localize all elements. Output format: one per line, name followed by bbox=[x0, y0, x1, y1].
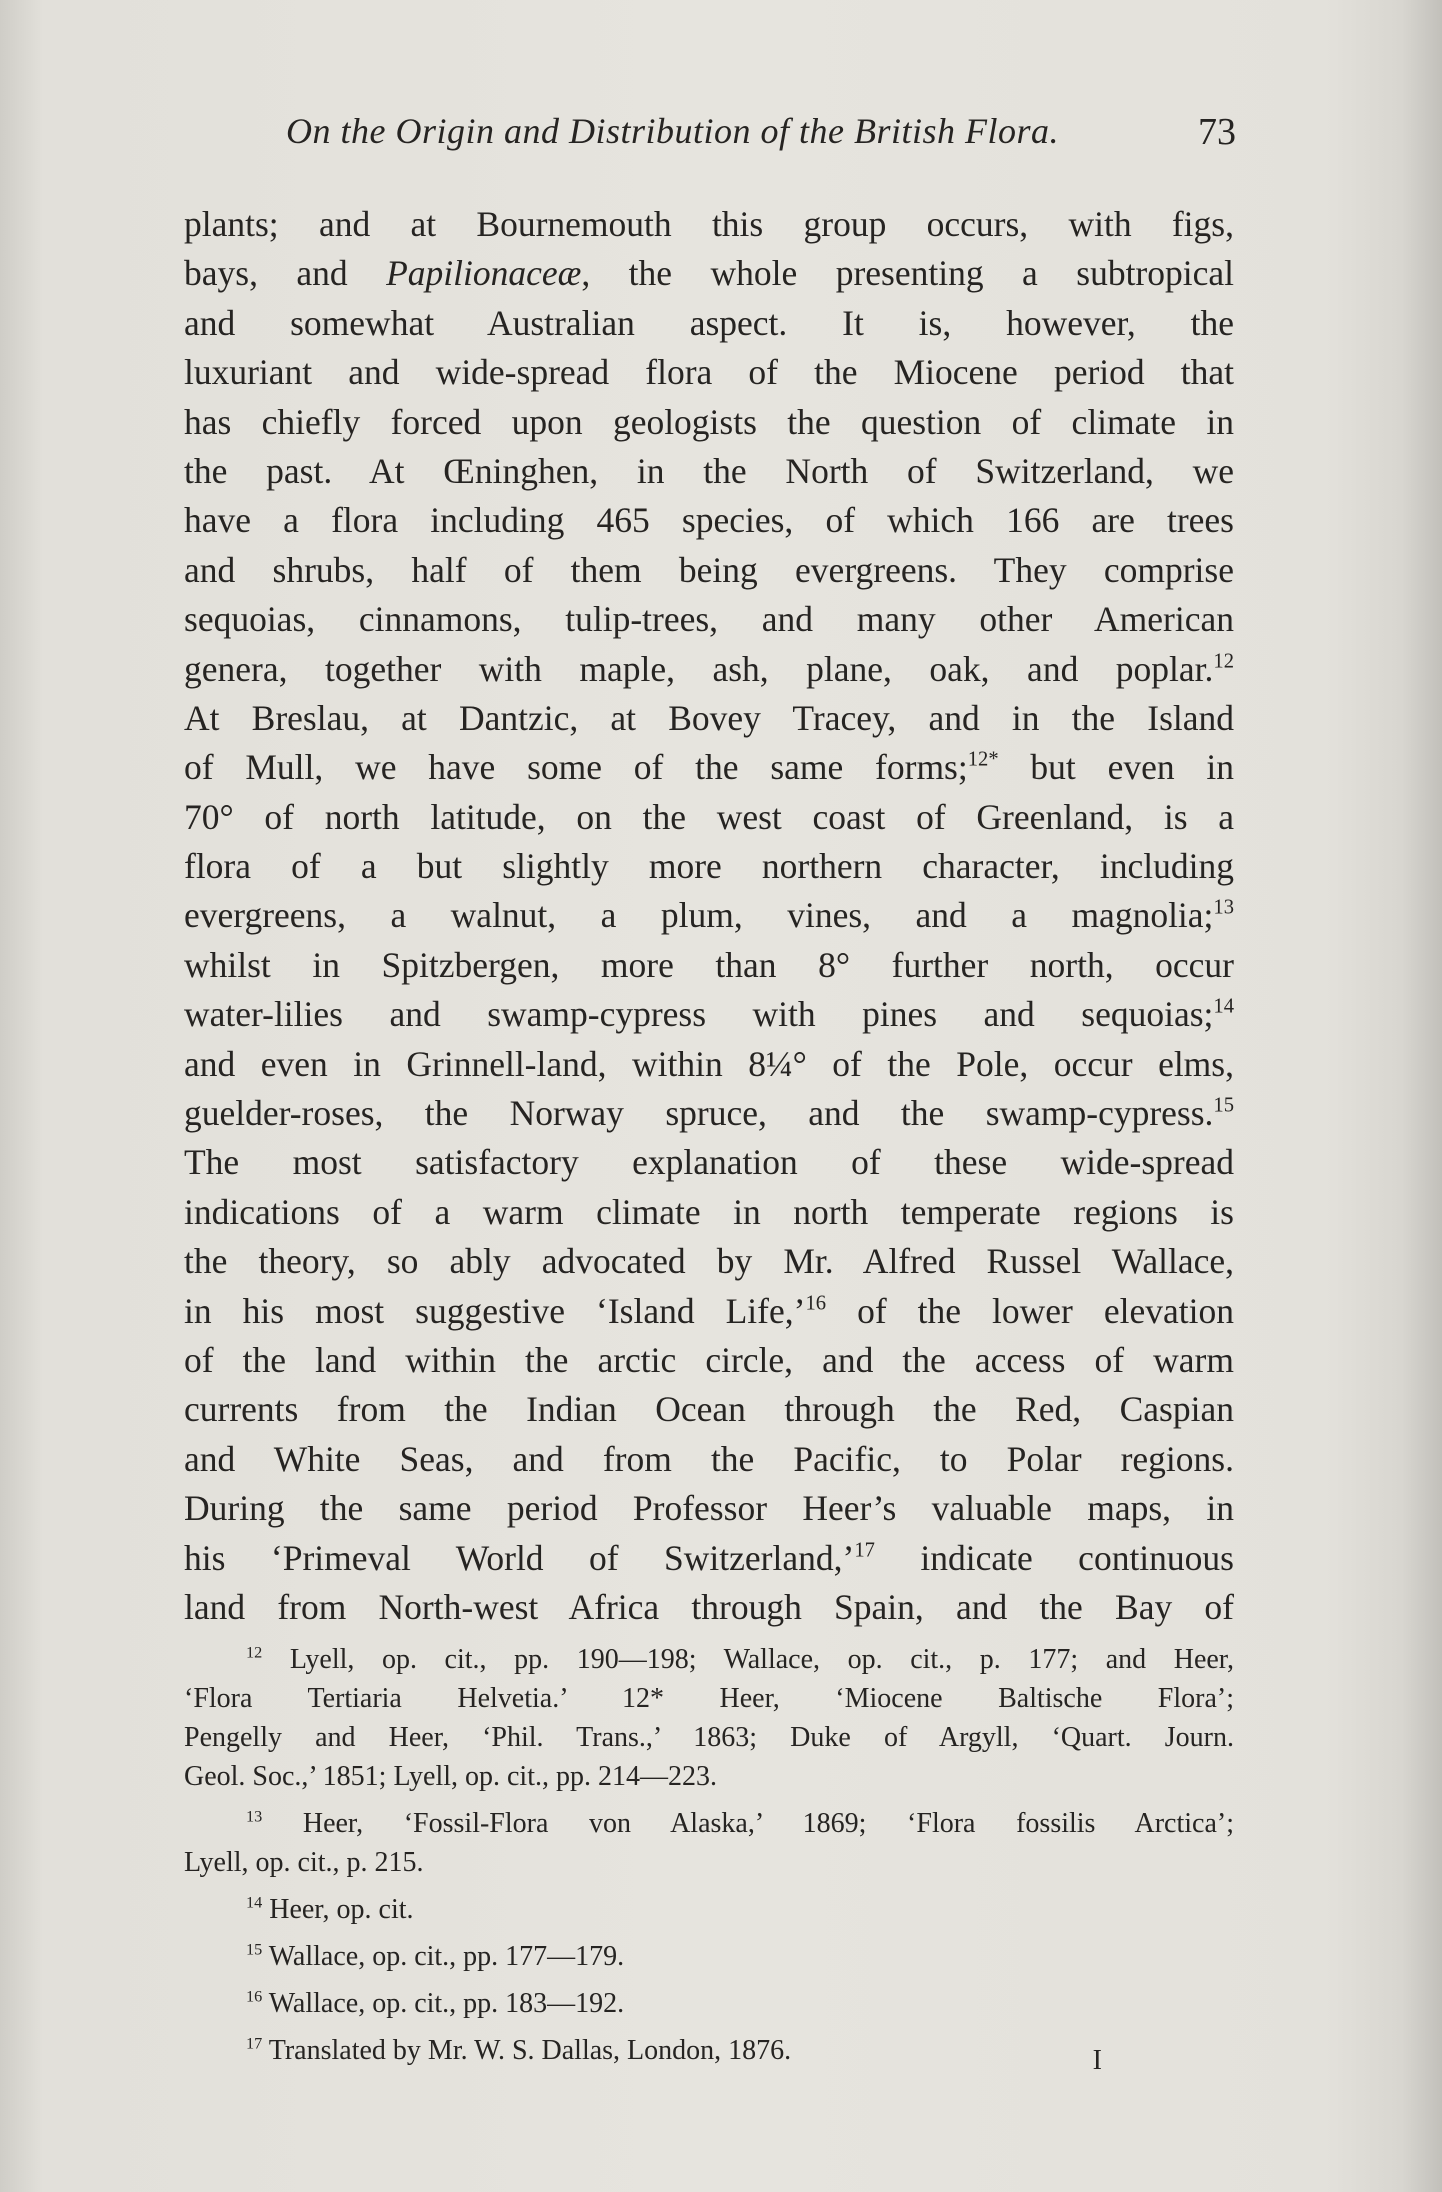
page-header bbox=[186, 110, 1236, 170]
footnote-line: Lyell, op. cit., p. 215. bbox=[184, 1847, 424, 1878]
body-line bbox=[184, 891, 1234, 940]
footnote-text: Wallace, op. cit., pp. 183—192. bbox=[268, 1988, 625, 2019]
body-line-text: of Mull, we have some of the same forms; bbox=[184, 747, 968, 788]
body-line: and somewhat Australian aspect. It is, however, the bbox=[184, 302, 1234, 343]
footnote-line: Geol. Soc.,’ 1851; Lyell, op. cit., pp. 214—223. bbox=[184, 1761, 717, 1792]
body-line-text: indicate continuous bbox=[920, 1537, 1234, 1578]
footnote-15 bbox=[184, 1937, 1234, 1976]
footnote-number: 12 bbox=[246, 1643, 263, 1662]
footnote-16 bbox=[184, 1984, 1234, 2023]
footnote-text: Lyell, op. cit., pp. 190—198; Wallace, op. cit., p. 177; and Heer, bbox=[289, 1644, 1235, 1675]
footnote-line: ‘Flora Tertiaria Helvetia.’ 12* Heer, ‘Miocene Baltische Flora’; bbox=[184, 1683, 1234, 1714]
body-line bbox=[184, 990, 1234, 1039]
body-line bbox=[184, 743, 1234, 792]
footnote-number: 17 bbox=[246, 2034, 263, 2053]
footnote-ref: 15 bbox=[1213, 1094, 1234, 1117]
footnote-14 bbox=[184, 1890, 1234, 1929]
body-line: bays, and Papilionaceæ, the whole presenting a subtropical bbox=[184, 253, 1234, 294]
body-line-text: guelder-roses, the Norway spruce, and the swamp-cypress. bbox=[184, 1093, 1214, 1134]
body-line-text: of the lower elevation bbox=[857, 1290, 1234, 1331]
body-line-text: but even in bbox=[1030, 747, 1234, 788]
body-line: The most satisfactory explanation of these wide-spread bbox=[184, 1142, 1234, 1183]
body-line: the past. At Œninghen, in the North of Switzerland, we bbox=[184, 450, 1234, 491]
body-line bbox=[184, 1534, 1234, 1583]
footnote-number: 13 bbox=[246, 1807, 263, 1826]
taxon-name: Papilionaceæ bbox=[386, 253, 582, 294]
body-line: of the land within the arctic circle, and the access of warm bbox=[184, 1339, 1234, 1380]
footnote-number: 14 bbox=[246, 1893, 263, 1912]
footnote-ref: 17 bbox=[854, 1539, 875, 1562]
body-line: 70° of north latitude, on the west coast of Greenland, is a bbox=[184, 796, 1234, 837]
footnote-text: Heer, ‘Fossil-Flora von Alaska,’ 1869; ‘Flora fossilis Arctica’; bbox=[302, 1808, 1234, 1839]
footnote-13 bbox=[184, 1804, 1234, 1843]
body-line bbox=[184, 1287, 1234, 1336]
body-line bbox=[184, 645, 1234, 694]
running-head: On the Origin and Distribution of the British Flora. bbox=[286, 111, 1060, 151]
body-line: sequoias, cinnamons, tulip-trees, and many other American bbox=[184, 599, 1234, 640]
body-line: flora of a but slightly more northern character, including bbox=[184, 846, 1234, 887]
body-line: the theory, so ably advocated by Mr. Alfred Russel Wallace, bbox=[184, 1241, 1234, 1282]
body-line-text: water-lilies and swamp-cypress with pines and sequoias; bbox=[184, 994, 1214, 1035]
body-line: and even in Grinnell-land, within 8¼° of the Pole, occur elms, bbox=[184, 1043, 1234, 1084]
body-line: has chiefly forced upon geologists the question of climate in bbox=[184, 401, 1234, 442]
footnote-text: Wallace, op. cit., pp. 177—179. bbox=[268, 1941, 625, 1972]
body-line: indications of a warm climate in north temperate regions is bbox=[184, 1191, 1234, 1232]
body-line-text: in his most suggestive ‘Island Life,’ bbox=[184, 1290, 806, 1331]
signature-mark: I bbox=[1092, 2045, 1102, 2076]
footnote-text: Heer, op. cit. bbox=[269, 1894, 414, 1925]
body-line: plants; and at Bournemouth this group occurs, with figs, bbox=[184, 204, 1234, 244]
footnote-ref: 16 bbox=[805, 1292, 827, 1315]
footnote-text: Translated by Mr. W. S. Dallas, London, 1876. bbox=[268, 2035, 792, 2066]
footnote-ref: 12 bbox=[1213, 650, 1234, 673]
body-line: currents from the Indian Ocean through the Red, Caspian bbox=[184, 1389, 1234, 1430]
body-text bbox=[184, 200, 1234, 1632]
body-line bbox=[184, 1089, 1234, 1138]
body-line-text: evergreens, a walnut, a plum, vines, and a magnolia; bbox=[184, 895, 1214, 936]
footnote-12 bbox=[184, 1640, 1234, 1679]
page-number: 73 bbox=[1198, 111, 1236, 153]
body-line: have a flora including 465 species, of which 166 are trees bbox=[184, 500, 1234, 541]
page-edge-shadow bbox=[1402, 0, 1442, 2192]
footnote-17 bbox=[184, 2031, 1234, 2070]
footnote-number: 15 bbox=[246, 1940, 263, 1959]
body-line-text: genera, together with maple, ash, plane, oak, and poplar. bbox=[184, 648, 1214, 689]
body-line: whilst in Spitzbergen, more than 8° further north, occur bbox=[184, 944, 1234, 985]
body-line: and White Seas, and from the Pacific, to Polar regions. bbox=[184, 1438, 1234, 1479]
footnote-ref: 12* bbox=[967, 748, 999, 771]
footnote-line: Pengelly and Heer, ‘Phil. Trans.,’ 1863; Duke of Argyll, ‘Quart. Journ. bbox=[184, 1722, 1234, 1753]
body-line: luxuriant and wide-spread flora of the Miocene period that bbox=[184, 352, 1234, 393]
footnotes bbox=[184, 1640, 1234, 2070]
body-line: land from North-west Africa through Spain, and the Bay of bbox=[184, 1586, 1234, 1627]
footnote-ref: 14 bbox=[1213, 995, 1234, 1018]
body-line: During the same period Professor Heer’s valuable maps, in bbox=[184, 1488, 1234, 1529]
footnote-ref: 13 bbox=[1213, 897, 1234, 920]
body-line: and shrubs, half of them being evergreens. They comprise bbox=[184, 549, 1234, 590]
footnote-number: 16 bbox=[246, 1987, 263, 2006]
body-line-text: his ‘Primeval World of Switzerland,’ bbox=[184, 1537, 855, 1578]
body-line: At Breslau, at Dantzic, at Bovey Tracey, and in the Island bbox=[184, 697, 1234, 738]
